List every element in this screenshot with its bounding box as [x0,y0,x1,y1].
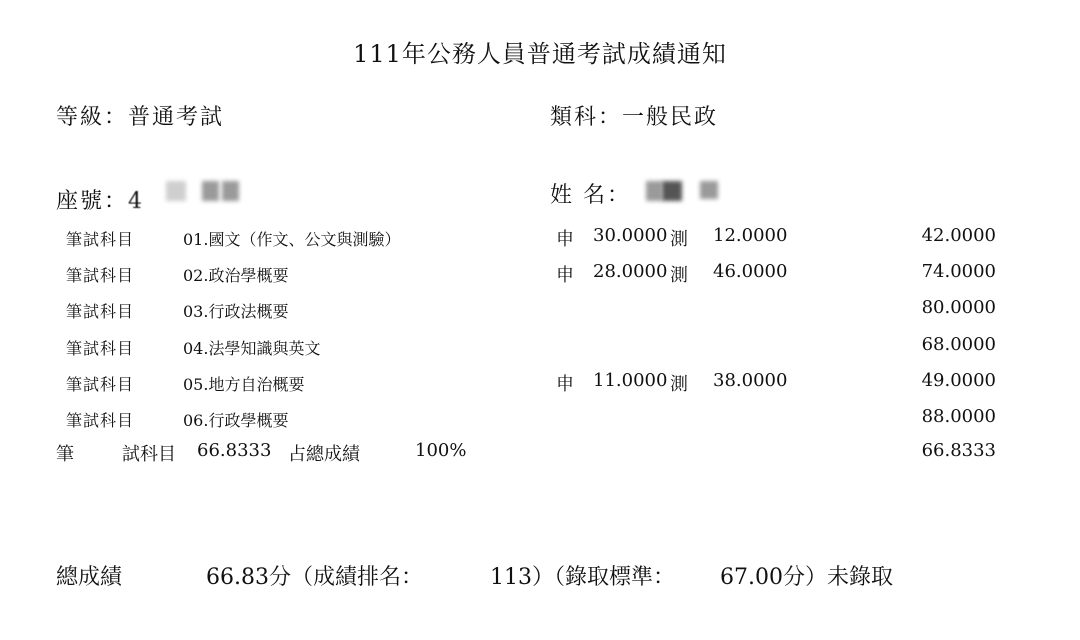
subject-score: 42.0000 [921,225,996,246]
total-label: 總成績 [56,565,123,590]
category-label: 類科： [550,105,623,130]
total-standard: 67.00分）未錄取 [720,565,893,590]
level-value: 普通考試 [128,105,225,130]
seat-field [56,184,144,215]
summary-label: 試科目 [122,444,176,465]
subject-name: 04.法學知識與英文 [183,339,321,358]
subject-name: 06.行政學概要 [183,411,289,430]
written-summary-row [0,440,1080,470]
seat-prefix: 4 [128,189,145,214]
seat-label: 座號： [56,189,129,214]
test-score: 12.0000 [713,225,788,246]
name-label: 姓 名： [550,183,631,208]
subject-name: 01.國文（作文、公文與測驗） [183,230,401,249]
subject-row-1 [0,225,1080,255]
subject-row-label: 筆試科目 [66,375,135,394]
subject-score: 88.0000 [921,406,996,427]
summary-score: 66.8333 [921,440,996,461]
subject-row-label: 筆試科目 [66,339,135,358]
essay-score: 11.0000 [593,370,668,391]
subject-name: 03.行政法概要 [183,302,289,321]
subject-name: 05.地方自治概要 [183,375,305,394]
subject-row-6 [0,406,1080,436]
essay-score: 28.0000 [593,261,668,282]
subject-score: 80.0000 [921,297,996,318]
subject-row-4 [0,334,1080,364]
essay-mark: 申 [556,229,574,250]
essay-mark: 申 [556,265,574,286]
test-score: 38.0000 [713,370,788,391]
subject-name: 02.政治學概要 [183,266,289,285]
essay-mark: 申 [556,374,574,395]
seat-redaction-3 [222,181,239,201]
total-rank: 113）（錄取標準： [490,565,675,590]
subject-row-2 [0,261,1080,291]
subject-row-label: 筆試科目 [66,411,135,430]
test-mark: 測 [670,374,688,395]
page-title: 111年公務人員普通考試成績通知 [353,40,727,68]
subject-row-label: 筆試科目 [66,266,135,285]
name-redaction-2 [662,181,682,201]
summary-char: 筆 [56,444,74,465]
summary-weight: 100% [415,440,467,461]
test-mark: 測 [670,229,688,250]
subject-score: 49.0000 [921,370,996,391]
essay-score: 30.0000 [593,225,668,246]
name-redaction-3 [700,181,718,199]
subject-row-5 [0,370,1080,400]
level-field [56,100,224,131]
name-redaction-1 [646,181,662,201]
summary-weight-label: 占總成績 [288,444,360,465]
test-score: 46.0000 [713,261,788,282]
name-field [550,178,631,209]
subject-score: 68.0000 [921,334,996,355]
category-field [550,100,718,131]
seat-redaction-1 [166,181,186,201]
subject-row-label: 筆試科目 [66,230,135,249]
category-value: 一般民政 [622,105,719,130]
subject-row-label: 筆試科目 [66,302,135,321]
level-label: 等級： [56,105,129,130]
seat-redaction-2 [202,181,219,201]
subject-row-3 [0,297,1080,327]
test-mark: 測 [670,265,688,286]
summary-average: 66.8333 [197,440,272,461]
subject-score: 74.0000 [921,261,996,282]
total-score: 66.83分（成績排名： [206,565,423,590]
